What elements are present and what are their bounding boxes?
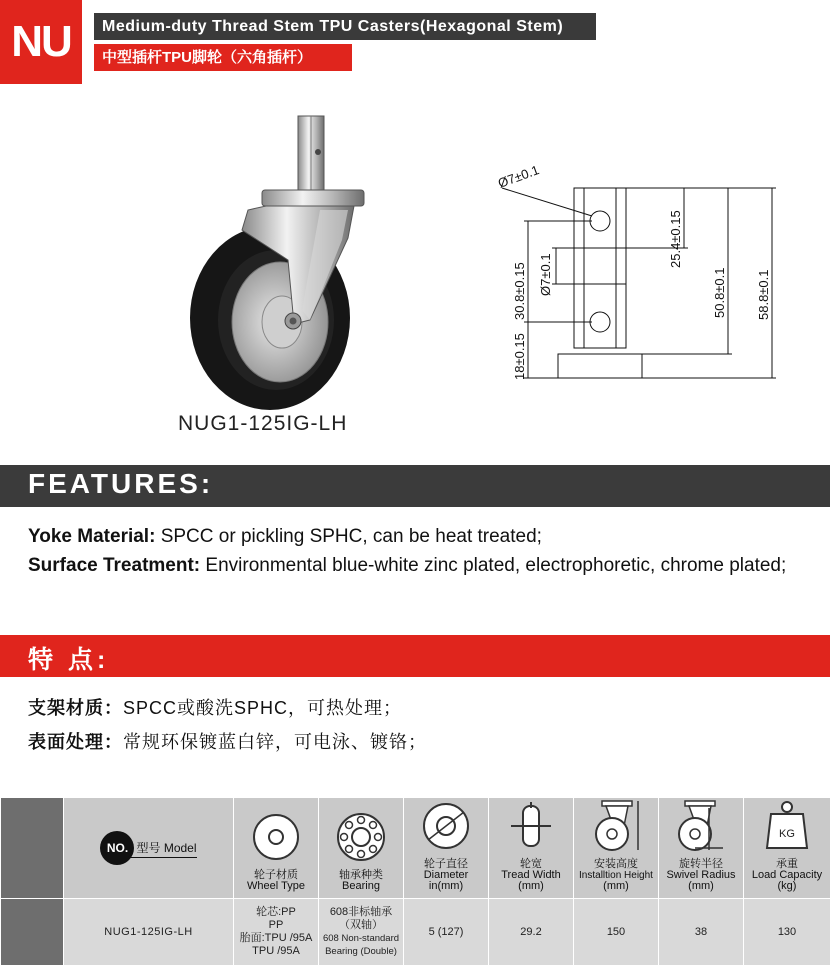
header-bearing <box>319 798 404 899</box>
product-model-caption: NUG1-125IG-LH <box>178 412 348 435</box>
caster-product-image <box>170 110 390 410</box>
feature-cn-line-yoke <box>28 694 402 720</box>
kg-text: KG <box>779 828 795 840</box>
feature-cn-label: 支架材质： <box>28 698 123 718</box>
model-header-label: 型号 Model <box>130 839 196 858</box>
cell-diameter: 5 (127) <box>404 899 489 966</box>
product-title-cn: 中型插杆TPU脚轮（六角插杆） <box>94 44 352 71</box>
header-en: Tread Width <box>501 869 561 881</box>
header-wheel-type <box>234 798 319 899</box>
header-cn: 安装高度 <box>594 858 638 870</box>
header-en-unit: (mm) <box>603 880 629 892</box>
bearing-line: Bearing (Double) <box>325 946 397 957</box>
feature-cn-text: SPCC或酸洗SPHC，可热处理； <box>123 698 403 718</box>
header-cn: 轮子材质 <box>254 869 298 881</box>
side-block <box>1 798 64 899</box>
features-cn-heading: 特 点: <box>28 646 110 674</box>
feature-line-surface <box>28 555 786 577</box>
dim-hole-top: Ø7±0.1 <box>495 162 542 191</box>
feature-cn-label: 表面处理： <box>28 732 123 752</box>
header-installation-height <box>574 798 659 899</box>
header-tread-width <box>489 798 574 899</box>
feature-cn-line-surface <box>28 728 427 754</box>
feature-line-yoke <box>28 526 542 548</box>
cell-tread-width: 29.2 <box>489 899 574 966</box>
brand-logo: NU <box>0 0 82 84</box>
bearing-line: 608非标轴承 <box>329 906 393 918</box>
header-en: Bearing <box>342 880 380 892</box>
wheel-line: PP <box>268 919 284 931</box>
header-en-unit: in(mm) <box>428 880 464 892</box>
bearing-icon <box>329 809 393 865</box>
features-heading: FEATURES: <box>28 468 214 499</box>
cell-bearing <box>319 899 404 966</box>
header-en-unit: (kg) <box>777 880 797 892</box>
dim-right-3: 58.8±0.1 <box>756 269 771 320</box>
spec-header-row <box>1 798 830 899</box>
header-cn: 轴承种类 <box>339 869 383 881</box>
dim-right-2: 50.8±0.1 <box>712 267 727 318</box>
cell-swivel-radius: 38 <box>659 899 744 966</box>
side-block <box>1 899 64 966</box>
model-header-cell <box>64 798 234 899</box>
wheel-type-icon <box>244 809 308 865</box>
table-row <box>1 899 830 966</box>
feature-text: Environmental blue-white zinc plated, electrophoretic, chrome plated; <box>200 555 787 576</box>
dim-right-1: 25.4±0.15 <box>668 210 683 268</box>
header-cn: 承重 <box>776 858 798 870</box>
installation-height-icon <box>584 798 648 854</box>
dim-left-upper: 30.8±0.15 <box>512 262 527 320</box>
header-en: Diameter <box>423 869 469 881</box>
diameter-icon <box>414 798 478 854</box>
wheel-line: 轮芯:PP <box>256 906 296 918</box>
feature-label: Yoke Material: <box>28 526 156 547</box>
wheel-line: 胎面:TPU /95A <box>239 932 313 944</box>
header-en-unit: (mm) <box>518 880 544 892</box>
header-cn: 轮子直径 <box>424 858 468 870</box>
bearing-line: 608 Non-standard <box>322 933 400 944</box>
header-load-capacity <box>744 798 830 899</box>
swivel-radius-icon <box>669 798 733 854</box>
feature-cn-text: 常规环保镀蓝白锌，可电泳、镀铬； <box>123 732 427 752</box>
header-en: Wheel Type <box>247 880 305 892</box>
no-badge: NO. <box>100 831 134 865</box>
dim-hole-mid: Ø7±0.1 <box>538 253 553 296</box>
header-cn: 旋转半径 <box>679 858 723 870</box>
dim-left-lower: 18±0.15 <box>512 333 527 380</box>
stem-dimension-drawing <box>492 160 782 392</box>
bearing-line: （双轴） <box>339 919 383 931</box>
load-capacity-icon <box>755 798 819 854</box>
header-cn: 轮宽 <box>520 858 542 870</box>
header-en: Installtion Height <box>579 870 653 881</box>
spec-table <box>0 797 830 966</box>
features-cn-heading-bar <box>0 635 830 677</box>
tread-width-icon <box>499 798 563 854</box>
header-en-unit: (mm) <box>688 880 714 892</box>
header-en: Load Capacity <box>751 869 823 881</box>
feature-text: SPCC or pickling SPHC, can be heat treated; <box>155 526 542 547</box>
header-diameter <box>404 798 489 899</box>
wheel-line: TPU /95A <box>252 945 300 957</box>
cell-wheel-type <box>234 899 319 966</box>
product-title-en: Medium-duty Thread Stem TPU Casters(Hexagonal Stem) <box>94 13 596 40</box>
features-heading-bar <box>0 465 830 507</box>
cell-load-capacity: 130 <box>744 899 830 966</box>
cell-installation-height: 150 <box>574 899 659 966</box>
header-en: Swivel Radius <box>666 869 736 881</box>
header-swivel-radius <box>659 798 744 899</box>
feature-label: Surface Treatment: <box>28 555 201 576</box>
cell-model: NUG1-125IG-LH <box>64 899 234 966</box>
